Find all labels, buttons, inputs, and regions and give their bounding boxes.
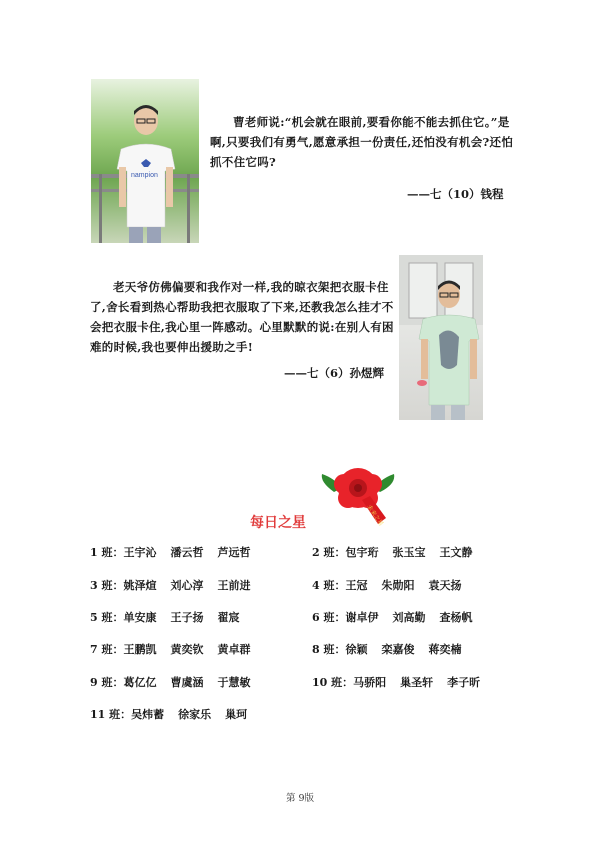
- class-entry-9: 9 班：葛亿亿 曹虞涵 于慧敏: [90, 676, 251, 689]
- roster-row: [90, 641, 530, 661]
- shirt-text: nampion: [131, 172, 158, 179]
- quote-qiancheng: 曹老师说:“机会就在眼前,要看你能不能去抓住它。”是啊,只要我们有勇气,愿意承担一份责任,还怕没有机会?还怕抓不住它吗?: [210, 115, 514, 169]
- student-figure-2: [399, 255, 483, 420]
- red-flower-icon: [316, 462, 402, 526]
- class-entry-2: 2 班：包宇珩 张玉宝 王文静: [312, 546, 473, 559]
- quote-author-qiancheng: ——七（10）钱程: [407, 187, 504, 201]
- class-entry-7: 7 班：王鹏凯 黄奕钦 黄卓群: [90, 643, 251, 656]
- class-entry-1: 1 班：王宇沁 潘云哲 芦远哲: [90, 546, 251, 559]
- roster-row: [90, 706, 530, 726]
- red-flower-badge: [316, 462, 402, 526]
- quote-author-sunyuhui: ——七（6）孙煜辉: [284, 366, 385, 380]
- class-entry-11: 11 班：吴炜蓄 徐家乐 巢珂: [90, 708, 248, 721]
- roster-row: [90, 544, 530, 564]
- roster-row: [90, 674, 530, 694]
- student-photo-qiancheng: [91, 79, 199, 243]
- ribbon-text: 未来之星: [365, 503, 385, 526]
- student-photo-sunyuhui: [399, 255, 483, 420]
- class-entry-3: 3 班：姚泽煊 刘心淳 王前进: [90, 579, 251, 592]
- page-number: 第 9版: [285, 793, 315, 804]
- student-figure-1: [91, 79, 199, 243]
- daily-star-title: 每日之星: [250, 515, 306, 531]
- class-entry-8: 8 班：徐颖 栾嘉俊 蒋奕楠: [312, 643, 462, 656]
- class-entry-4: 4 班：王冠 朱勋阳 袁天扬: [312, 579, 462, 592]
- class-entry-10: 10 班：马骄阳 巢圣轩 李子昕: [312, 676, 481, 689]
- class-entry-5: 5 班：单安康 王子扬 翟宸: [90, 611, 240, 624]
- class-entry-6: 6 班：谢卓伊 刘高勤 查杨帆: [312, 611, 473, 624]
- roster-row: [90, 609, 530, 629]
- roster-row: [90, 577, 530, 597]
- quote-sunyuhui: 老天爷仿佛偏要和我作对一样,我的晾衣架把衣服卡住了,舍长看到热心帮助我把衣服取了下来,还教我怎么挂才不会把衣服卡住,我心里一阵感动。心里默默的说:在别人有困难的时候,我也要伸出援助之手!: [90, 280, 394, 354]
